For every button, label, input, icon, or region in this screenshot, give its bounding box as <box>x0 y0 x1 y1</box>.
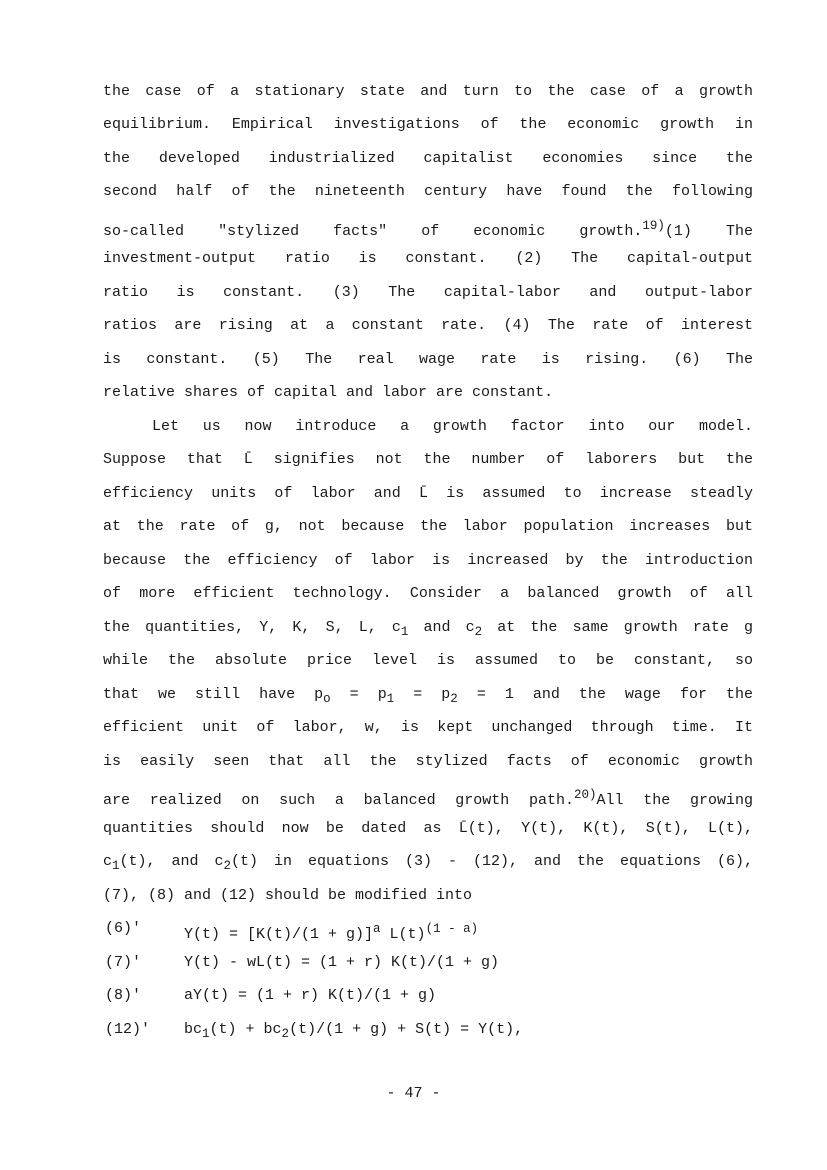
text-line: Suppose that L̄ signifies not the number of laborers but the <box>103 451 753 468</box>
text-line: quantities should now be dated as L̄(t), Y(t), K(t), S(t), L(t), <box>103 820 753 837</box>
text-line: that we still have $p_o = p_1 = p_2 = 1$ and the wage for the <box>103 686 753 706</box>
equation-label: (8)' <box>105 987 142 1004</box>
text-line: of more efficient technology. Consider a balanced growth of all <box>103 585 753 602</box>
equation-body: $Y(t) = [K(t)/(1 + g)]^a$ $L(t)^{(1 - a)}$ <box>184 922 479 943</box>
text-line: so-called "stylized facts" of economic growth.$^{19)}$(1) The <box>103 219 753 240</box>
text-line: at the rate of g, not because the labor population increases but <box>103 518 753 535</box>
text-line: is constant. (5) The real wage rate is rising. (6) The <box>103 351 753 368</box>
text-line: equilibrium. Empirical investigations of the economic growth in <box>103 116 753 133</box>
text-line: are realized on such a balanced growth path.$^{20)}$All the growing <box>103 788 753 809</box>
text-line: ratio is constant. (3) The capital-labor and output-labor <box>103 284 753 301</box>
text-line: investment-output ratio is constant. (2) The capital-output <box>103 250 753 267</box>
text-line: efficient unit of labor, w, is kept unchanged through time. It <box>103 719 753 736</box>
equation-label: (7)' <box>105 954 142 971</box>
text-line: relative shares of capital and labor are constant. <box>103 384 554 401</box>
text-line: (7), (8) and (12) should be modified into <box>103 887 473 904</box>
equation-body: Y(t) - wL(t) = (1 + r) K(t)/(1 + g) <box>184 954 500 971</box>
equation-label: (6)' <box>105 920 142 937</box>
text-line: second half of the nineteenth century have found the following <box>103 183 753 200</box>
equation-body: aY(t) = (1 + r) K(t)/(1 + g) <box>184 987 437 1004</box>
text-line: is easily seen that all the stylized facts of economic growth <box>103 753 753 770</box>
text-line: ratios are rising at a constant rate. (4) The rate of interest <box>103 317 753 334</box>
equation-body: $bc_1(t) + bc_2(t)/(1 + g) + S(t) = Y(t)$, <box>184 1021 524 1041</box>
text-line: because the efficiency of labor is increased by the introduction <box>103 552 753 569</box>
equation-label: (12)' <box>105 1021 151 1038</box>
text-line: while the absolute price level is assumed to be constant, so <box>103 652 753 669</box>
paragraph-first-line: Let us now introduce a growth factor into our model. <box>152 418 753 435</box>
text-line: the quantities, Y, K, S, L, $c_1$ and $c_2$ at the same growth rate g <box>103 619 753 639</box>
page-number: - 47 - <box>386 1085 441 1102</box>
text-line: the developed industrialized capitalist economies since the <box>103 150 753 167</box>
text-line: the case of a stationary state and turn to the case of a growth <box>103 83 753 100</box>
text-line: efficiency units of labor and L̄ is assumed to increase steadly <box>103 485 753 502</box>
text-line: $c_1(t)$, and $c_2(t)$ in equations (3) - (12), and the equations (6), <box>103 853 754 873</box>
